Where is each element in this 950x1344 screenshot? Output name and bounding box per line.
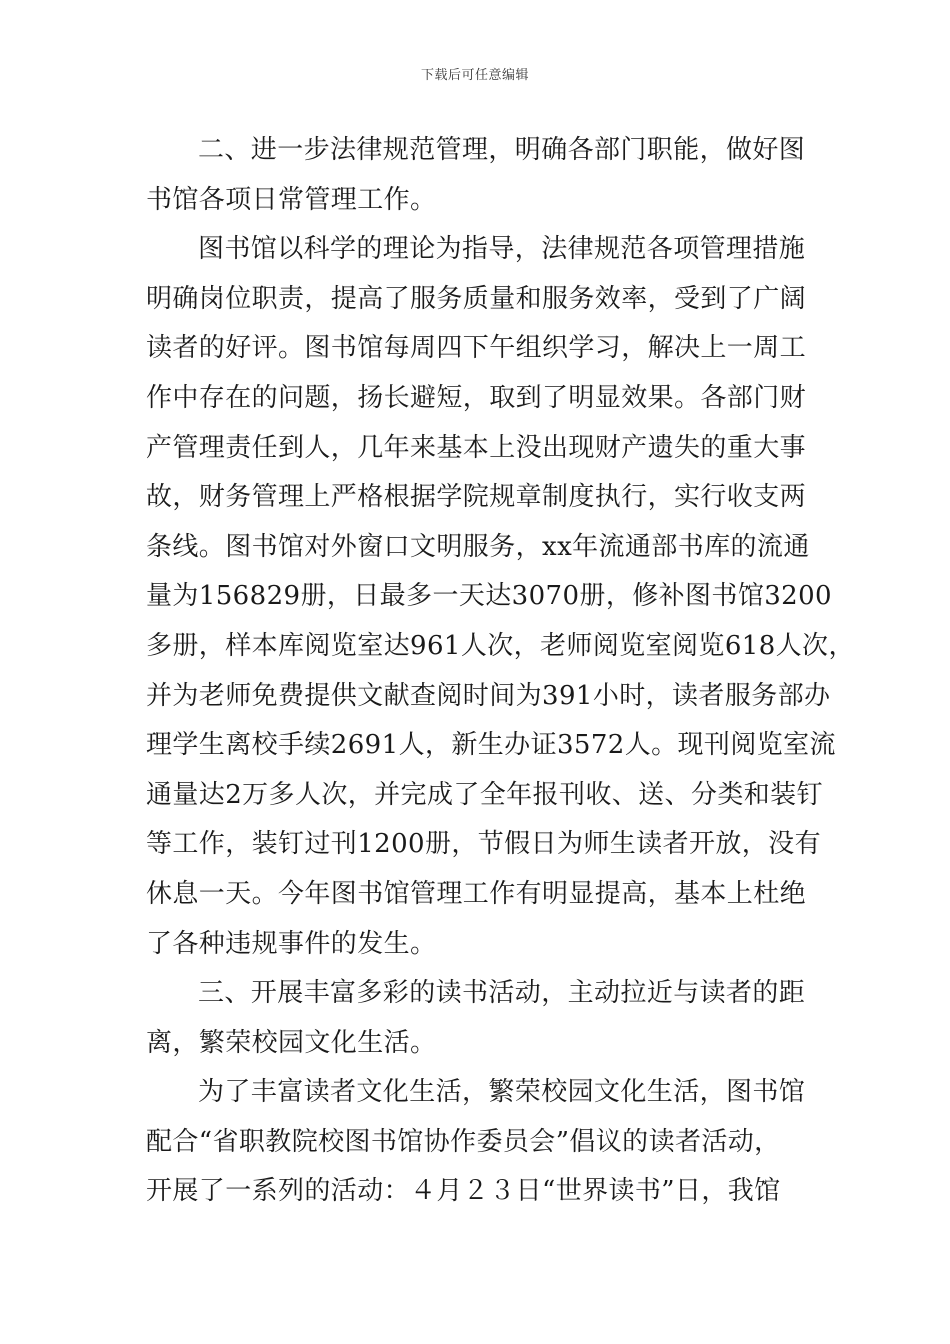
text-line: 通量达2万多人次，并完成了全年报刊收、送、分类和装钉 — [146, 779, 823, 810]
page-header: 下载后可任意编辑 — [420, 68, 529, 83]
text-line: 配合“省职教院校图书馆协作委员会”倡议的读者活动， — [146, 1126, 781, 1157]
text-line: 休息一天。今年图书馆管理工作有明显提高，基本上杜绝 — [146, 878, 807, 909]
text-line: 条线。图书馆对外窗口文明服务，xx年流通部书库的流通 — [146, 531, 810, 562]
text-line: 读者的好评。图书馆每周四下午组织学习，解决上一周工 — [146, 333, 807, 364]
text-line: 离，繁荣校园文化生活。 — [146, 1027, 437, 1058]
paragraph-start: 图书馆以科学的理论为指导，法律规范各项管理措施 — [198, 234, 806, 265]
text-line: 量为156829册，日最多一天达3070册，修补图书馆3200 — [146, 581, 832, 612]
text-line: 开展了一系列的活动：４月２３日“世界读书”日，我馆 — [146, 1176, 781, 1207]
text-line: 了各种违规事件的发生。 — [146, 928, 437, 959]
document-body — [146, 126, 855, 1217]
text-line: 产管理责任到人，几年来基本上没出现财产遗失的重大事 — [146, 432, 807, 463]
text-line: 等工作，装钉过刊1200册，节假日为师生读者开放，没有 — [146, 829, 821, 860]
text-line: 理学生离校手续2691人，新生办证3572人。现刊阅览室流 — [146, 730, 836, 761]
section-heading: 三、开展丰富多彩的读书活动，主动拉近与读者的距 — [198, 978, 806, 1009]
section-heading: 二、进一步法律规范管理，明确各部门职能，做好图 — [198, 135, 806, 165]
text-line: 作中存在的问题，扬长避短，取到了明显效果。各部门财 — [146, 382, 807, 413]
paragraph-start: 为了丰富读者文化生活，繁荣校园文化生活，图书馆 — [198, 1077, 806, 1108]
text-line: 故，财务管理上严格根据学院规章制度执行，实行收支两 — [146, 482, 807, 513]
text-line: 多册，样本库阅览室达961人次，老师阅览室阅览618人次， — [146, 630, 855, 661]
text-line: 并为老师免费提供文献查阅时间为391小时，读者服务部办 — [146, 680, 831, 711]
text-line: 书馆各项日常管理工作。 — [146, 184, 437, 215]
text-line: 明确岗位职责，提高了服务质量和服务效率，受到了广阔 — [146, 283, 807, 314]
